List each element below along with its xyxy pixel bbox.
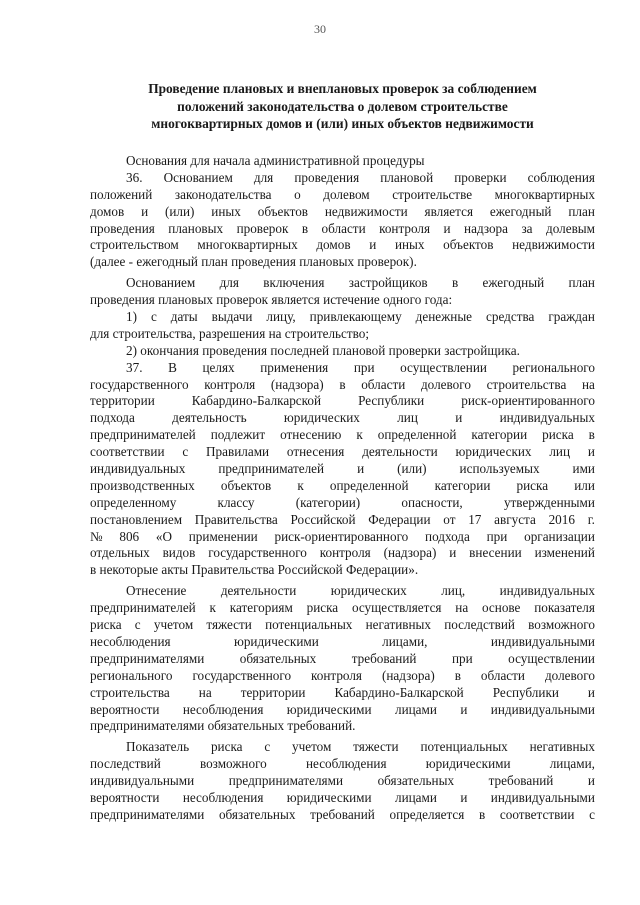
word: иных — [394, 237, 425, 253]
word: постановлением — [90, 511, 183, 527]
word: риска — [306, 600, 339, 616]
subheading: Основания для начала административной процедуры — [126, 153, 425, 168]
word: законодательства — [174, 186, 272, 202]
word: долевом — [323, 186, 370, 202]
word: положений — [90, 186, 153, 202]
word: индивидуальными — [490, 789, 595, 805]
word: лиц — [549, 444, 571, 460]
word: подхода — [90, 410, 135, 426]
word: ежегодный — [482, 275, 545, 291]
word: регионального — [512, 359, 595, 375]
word: индивидуальных — [90, 461, 186, 477]
word: риска — [516, 477, 549, 493]
word: определенной — [329, 477, 409, 493]
word: от — [443, 511, 456, 527]
word: определенной — [377, 427, 457, 443]
word: и — [141, 203, 149, 219]
word: даты — [170, 309, 198, 325]
word: индивидуальными — [490, 701, 595, 717]
paragraph-line — [90, 204, 595, 221]
word: № — [90, 528, 103, 544]
word: застройщиков — [348, 275, 428, 291]
word: многоквартирных — [494, 186, 595, 202]
paragraph-line: предпринимателями обязательных требований. — [90, 718, 356, 734]
paragraph-line: в некоторые акты Правительства Российской Федерации». — [90, 562, 419, 578]
word: несоблюдения — [182, 701, 264, 717]
word: целях — [202, 359, 235, 375]
paragraph-line — [90, 187, 595, 204]
word: риска — [210, 739, 243, 755]
word: предпринимателями — [228, 773, 344, 789]
word: с — [182, 444, 189, 460]
word: вероятности — [90, 789, 160, 805]
word: с — [134, 617, 141, 633]
word: лицами, — [382, 633, 428, 649]
word: обязательных — [239, 650, 317, 666]
word: недвижимости — [512, 237, 595, 253]
word: проведения — [90, 220, 155, 236]
word: в — [454, 667, 461, 683]
word: 37. — [126, 359, 143, 375]
section-title-line: Проведение плановых и внеплановых проверок за соблюдением — [148, 81, 537, 96]
word: организации — [524, 528, 595, 544]
paragraph-line — [90, 790, 595, 807]
word: классу — [217, 494, 255, 510]
paragraph-line: 2) окончания проведения последней плановой проверки застройщика. — [126, 342, 520, 358]
word: лиц — [397, 410, 418, 426]
word: в — [479, 806, 486, 822]
word: Правилами — [206, 444, 270, 460]
word: при — [486, 528, 508, 544]
word: видов — [162, 545, 196, 561]
word: обязательных — [218, 806, 296, 822]
word: риска — [542, 427, 574, 443]
section-title-line: многоквартирных домов и (или) иных объектов недвижимости — [151, 116, 534, 131]
paragraph-line — [90, 545, 595, 562]
word: регионального — [90, 667, 173, 683]
paragraph-line — [90, 773, 595, 790]
paragraph-line — [90, 360, 595, 377]
word: индивидуальных — [499, 583, 595, 599]
word: несоблюдения — [90, 633, 171, 649]
word: юридическими — [286, 701, 372, 717]
word: Кабардино-Балкарской — [334, 684, 464, 700]
word: ими — [572, 461, 595, 477]
word: надзора — [464, 220, 509, 236]
word: Республики — [358, 393, 425, 409]
section-title — [90, 80, 595, 133]
word: опасности, — [401, 494, 463, 510]
word: последствий — [444, 617, 515, 633]
word: ежегодный — [489, 203, 552, 219]
paragraph-line: проведения плановых проверок является истечение одного года: — [90, 292, 453, 308]
word: применения — [260, 359, 329, 375]
paragraph-line — [90, 275, 595, 292]
word: соответствии — [90, 444, 165, 460]
word: объектов — [257, 203, 309, 219]
word: юридических — [330, 583, 407, 599]
word: граждан — [548, 309, 595, 325]
word: деятельности — [220, 583, 297, 599]
word: риск-ориентированного — [461, 393, 595, 409]
word: государственного — [90, 376, 189, 392]
word: (надзора) — [383, 545, 437, 561]
word: государственного — [192, 667, 292, 683]
word: домов — [90, 203, 125, 219]
word: объектов — [443, 237, 494, 253]
paragraph-line — [90, 237, 595, 254]
word: для — [219, 275, 239, 291]
word: территории — [90, 393, 155, 409]
word: соответствии — [499, 806, 575, 822]
word: плановых — [168, 220, 224, 236]
word: г. — [587, 511, 595, 527]
word: тяжести — [206, 617, 252, 633]
word: включения — [263, 275, 325, 291]
word: области — [321, 220, 366, 236]
word: 17 — [468, 511, 482, 527]
word: (категории) — [295, 494, 361, 510]
word: план — [568, 275, 595, 291]
word: деятельность — [172, 410, 247, 426]
word: и — [357, 461, 365, 477]
word: определенному — [90, 494, 177, 510]
word: индивидуальными — [90, 773, 195, 789]
word: изменений — [534, 545, 595, 561]
word: с — [589, 806, 595, 822]
word: Кабардино-Балкарской — [191, 393, 322, 409]
word: риска — [90, 617, 122, 633]
word: и — [587, 773, 595, 789]
word: с — [150, 309, 157, 325]
word: 806 — [119, 528, 140, 544]
word: отнесению — [280, 427, 342, 443]
word: используемых — [459, 461, 540, 477]
word: юридическими — [286, 789, 372, 805]
paragraph-line — [90, 651, 595, 668]
word: подхода — [425, 528, 470, 544]
word: в — [588, 427, 595, 443]
word: обязательных — [377, 773, 455, 789]
word: отдельных — [90, 545, 150, 561]
word: при — [353, 359, 375, 375]
word: и — [587, 684, 595, 700]
paragraph-line — [90, 583, 595, 600]
paragraph-line — [90, 377, 595, 394]
word: «О — [155, 528, 172, 544]
word: В — [168, 359, 177, 375]
paragraph-line — [90, 221, 595, 238]
word: осуществлении — [400, 359, 487, 375]
word: план — [568, 203, 595, 219]
word: (или) — [397, 461, 427, 477]
word: недвижимости — [324, 203, 408, 219]
paragraph-line — [90, 478, 595, 495]
word: категориям — [229, 600, 293, 616]
word: Основанием — [163, 169, 233, 185]
word: строительстве — [392, 186, 473, 202]
word: 36. — [126, 169, 143, 185]
body-text — [90, 153, 595, 824]
paragraph-line — [90, 634, 595, 651]
word: средства — [486, 309, 535, 325]
word: подлежит — [210, 427, 266, 443]
word: индивидуальными — [490, 633, 595, 649]
word: государственного — [208, 545, 307, 561]
paragraph-line: для строительства, разрешения на строительство; — [90, 325, 370, 341]
paragraph-line — [90, 170, 595, 187]
word: возможного — [528, 617, 595, 633]
word: Основанием — [126, 275, 196, 291]
word: долевого — [544, 667, 595, 683]
word: в — [301, 220, 309, 236]
word: деятельности — [362, 444, 438, 460]
word: контроля — [204, 376, 256, 392]
word: привлекающему — [309, 309, 402, 325]
word: Республики — [492, 684, 559, 700]
paragraph-line — [90, 393, 595, 410]
page-number: 30 — [314, 22, 326, 36]
word: и — [443, 220, 451, 236]
word: отнесения — [286, 444, 345, 460]
word: и — [587, 444, 595, 460]
word: учетом — [292, 739, 332, 755]
word: строительства — [90, 684, 170, 700]
word: юридических — [283, 410, 360, 426]
word: и — [460, 789, 468, 805]
paragraph-line — [90, 427, 595, 444]
paragraph-line — [90, 529, 595, 546]
word: учетом — [153, 617, 194, 633]
paragraph-line — [90, 617, 595, 634]
word: контроля — [311, 667, 362, 683]
word: лицу, — [266, 309, 296, 325]
word: требований — [310, 806, 375, 822]
word: внесении — [469, 545, 522, 561]
word: Федерации — [368, 511, 431, 527]
word: объектов — [220, 477, 272, 493]
word: утвержденными — [503, 494, 595, 510]
word: 2016 — [548, 511, 575, 527]
word: или — [574, 477, 595, 493]
word: осуществлении — [508, 650, 595, 666]
word: Российской — [290, 511, 356, 527]
word: и — [460, 701, 468, 717]
word: лицами — [394, 789, 437, 805]
word: к — [297, 477, 304, 493]
word: области — [361, 376, 406, 392]
word: юридических — [455, 444, 532, 460]
word: строительства — [486, 376, 567, 392]
word: предпринимателей — [90, 600, 196, 616]
paragraph-line — [90, 512, 595, 529]
word: предпринимателями — [90, 806, 205, 822]
word: определяется — [389, 806, 465, 822]
section-title-line: положений законодательства о долевом строительстве — [177, 98, 508, 114]
word: проведения — [294, 169, 360, 185]
paragraph-line — [90, 685, 595, 702]
word: выдачи — [211, 309, 253, 325]
word: предпринимателей — [218, 461, 325, 477]
word: и — [449, 545, 457, 561]
paragraph-line — [90, 309, 595, 326]
word: денежные — [415, 309, 473, 325]
word: территории — [240, 684, 306, 700]
word: лиц, — [441, 583, 466, 599]
paragraph-line — [90, 739, 595, 756]
paragraph-line — [90, 495, 595, 512]
word: плановой — [380, 169, 434, 185]
paragraph-line — [90, 807, 595, 824]
paragraph-line — [90, 668, 595, 685]
word: потенциальных — [420, 739, 508, 755]
word: области — [480, 667, 525, 683]
word: (надзора) — [270, 376, 324, 392]
word: при — [451, 650, 473, 666]
paragraph-line — [90, 461, 595, 478]
word: требований — [488, 773, 554, 789]
word: требований — [351, 650, 417, 666]
paragraph-line — [90, 444, 595, 461]
word: Правительства — [194, 511, 278, 527]
word: юридическими — [233, 633, 319, 649]
word: вероятности — [90, 701, 160, 717]
word: является — [424, 203, 474, 219]
word: Показатель — [126, 739, 190, 755]
word: применении — [188, 528, 258, 544]
word: 1) — [126, 309, 137, 325]
paragraph-line — [90, 756, 595, 773]
word: о — [294, 186, 301, 202]
word: лицами, — [549, 756, 595, 772]
word: предпринимателей — [90, 427, 196, 443]
word: на — [582, 376, 595, 392]
word: негативных — [365, 617, 431, 633]
word: несоблюдения — [305, 756, 387, 772]
word: (надзора) — [381, 667, 435, 683]
word: категории — [434, 477, 491, 493]
word: потенциальных — [265, 617, 353, 633]
word: показателя — [534, 600, 595, 616]
paragraph-line — [90, 410, 595, 427]
word: индивидуальных — [499, 410, 595, 426]
word: для — [253, 169, 274, 185]
word: контроля — [319, 545, 371, 561]
word: в — [339, 376, 346, 392]
word: возможного — [199, 756, 267, 772]
word: за — [521, 220, 533, 236]
word: долевого — [420, 376, 471, 392]
word: осуществляется — [351, 600, 442, 616]
word: категории — [471, 427, 528, 443]
word: к — [209, 600, 216, 616]
word: на — [455, 600, 469, 616]
word: соблюдения — [527, 169, 595, 185]
word: строительством — [90, 237, 179, 253]
word: в — [451, 275, 459, 291]
word: долевым — [546, 220, 595, 236]
word: и — [455, 410, 463, 426]
word: последствий — [90, 756, 161, 772]
word: лицами — [394, 701, 437, 717]
word: на — [198, 684, 212, 700]
word: контроля — [379, 220, 431, 236]
word: с — [264, 739, 271, 755]
paragraph-line — [90, 702, 595, 719]
word: риск-ориентированного — [274, 528, 409, 544]
word: иных — [211, 203, 241, 219]
word: домов — [316, 237, 351, 253]
word: (или) — [164, 203, 195, 219]
word: августа — [494, 511, 536, 527]
word: многоквартирных — [197, 237, 298, 253]
word: юридическими — [425, 756, 511, 772]
word: основе — [481, 600, 521, 616]
word: несоблюдения — [182, 789, 264, 805]
word: тяжести — [353, 739, 399, 755]
paragraph-line: (далее - ежегодный план проведения плановых проверок). — [90, 254, 417, 270]
word: Отнесение — [126, 583, 187, 599]
word: проверки — [454, 169, 507, 185]
word: и — [369, 237, 377, 253]
word: производственных — [90, 477, 195, 493]
word: предпринимателями — [90, 650, 205, 666]
paragraph-line — [90, 600, 595, 617]
word: проверок — [236, 220, 289, 236]
word: негативных — [529, 739, 595, 755]
word: к — [356, 427, 363, 443]
